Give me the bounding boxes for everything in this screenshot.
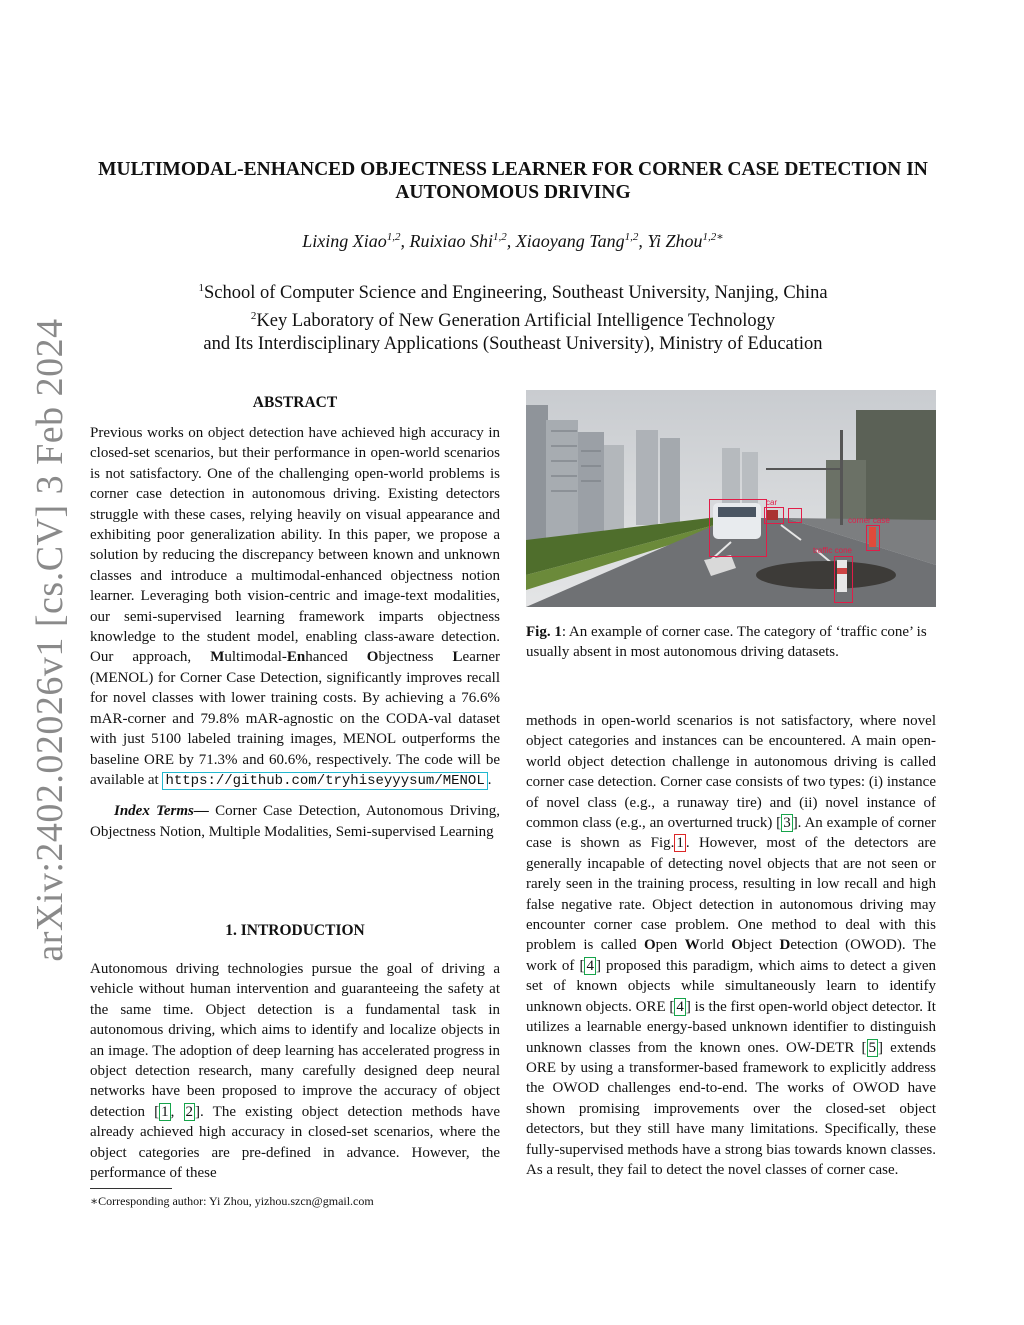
affiliations <box>90 277 936 356</box>
footnote: ∗Corresponding author: Yi Zhou, yizhou.szcn@gmail.com <box>90 1194 374 1208</box>
figure-1-image <box>526 390 936 607</box>
citation-link[interactable]: 4 <box>586 957 594 974</box>
bbox-label: corner case <box>848 516 890 525</box>
code-link[interactable]: https://github.com/tryhiseyyysum/MENOL <box>162 772 487 790</box>
index-terms: Index Terms— Corner Case Detection, Autonomous Driving, Objectness Notion, Multiple Modalities, Semi-supervised Learning <box>90 803 500 840</box>
intro-heading: 1. INTRODUCTION <box>225 922 365 939</box>
affiliation-2: $^2$Key Laboratory of New Generation Artificial Intelligence Technology <box>250 310 776 332</box>
citation-link[interactable]: 2 <box>185 1103 194 1120</box>
author: Lixing Xiao <box>302 231 387 251</box>
bbox-label: car <box>766 498 778 507</box>
citation-link[interactable]: 1 <box>161 1103 169 1120</box>
citation-link[interactable]: 3 <box>783 815 791 832</box>
bbox-label: traffic cone <box>813 546 852 555</box>
affiliation-3: and Its Interdisciplinary Applications (Southeast University), Ministry of Education <box>203 334 823 355</box>
author: Yi Zhou <box>647 231 703 251</box>
arxiv-id: arXiv:2402.02026v1 [cs.CV] 3 Feb 2024 <box>29 318 71 962</box>
intro-body: Autonomous driving technologies pursue the goal of driving a vehicle without human intervention and guaranteeing the safety at the same time. Object detection is a fundamental task in autonomous driving, which aims to identify and localize objects in an image. The adoption of deep learning has accelerated progress in object detection research, many carefully designed deep neural networks have been proposed to improve the accuracy of object detection [ 1 , 2 ]. The existing object detection methods have already achieved high accuracy in closed-set scenarios, where the object categories are pre-defined in advance. However, the performance of these <box>90 961 500 1182</box>
author: Xiaoyang Tang <box>515 231 625 251</box>
paper-title: MULTIMODAL-ENHANCED OBJECTNESS LEARNER FOR CORNER CASE DETECTION IN AUTONOMOUS DRIVING <box>98 159 928 203</box>
footnote-rule <box>90 1188 172 1189</box>
author-list: Lixing Xiao$^{1,2}$, Ruixiao Shi$^{1,2}$, Xiaoyang Tang$^{1,2}$, Yi Zhou$^{1,2∗}$ <box>302 231 724 251</box>
traffic-cone-bbox <box>834 556 853 603</box>
car-bbox <box>709 499 767 557</box>
affiliation-1: $^1$School of Computer Science and Engineering, Southeast University, Nanjing, China <box>198 282 828 304</box>
citation-link[interactable]: 5 <box>868 1039 876 1056</box>
abstract-body: Previous works on object detection have achieved high accuracy in closed-set scenarios, but their performance in open-world scenarios is not satisfactory. One of the challenging open-world problems is corner case detection in autonomous driving. Existing detectors struggle with these cases, relying heavily on visual appearance and exhibiting poor generalization ability. In this paper, we propose a solution by reducing the discrepancy between known and unknown classes and introduce a multimodal-enhanced objectness notion learner. Leveraging both vision-centric and image-text modalities, our semi-supervised learning framework imparts objectness knowledge to the student model, enabling class-aware detection. Our approach, Multimodal-Enhanced Objectness Learner (MENOL) for Corner Case Detection, significantly improves recall for novel classes with lower training costs. By achieving a 76.6% mAR-corner and 79.8% mAR-agnostic on the CODA-val dataset with just 5100 labeled training images, MENOL outperforms the baseline ORE by 71.3% and 60.6%, respectively. The code will be available at https://github.com/tryhiseyyysum/MENOL . Index Terms— Corner Case Detection, Autonomous Driving, Objectness Notion, Multiple Modalities, Semi-supervised Learning <box>90 423 500 842</box>
intro-body-continued: methods in open-world scenarios is not satisfactory, where novel object categories and instances can be encountered. A main open-world object detection challenge in autonomous driving is called corner case detection. Corner case consists of two types: (i) instance of novel class (e.g., a runaway tire) and (ii) novel instance of common class (e.g., an overturned truck) [ 3 ]. An example of corner case is shown as Fig. 1 . However, most of the detectors are generally incapable of detecting novel objects that are not seen or rarely seen in the training process, resulting in low recall and high false negative rate. Object detection in autonomous driving may encounter corner case problem. One method to deal with this problem is called Open World Object Detection (OWOD). The work of [ 4 ] proposed this paradigm, which aims to detect a given set of known objects while simultaneously learn to identify unknown objects. ORE [ 4 ] is the first open-world object detector. It utilizes a learnable energy-based unknown identifier to distinguish unknown classes from the known ones. OW-DETR [ 5 ] extends ORE by using a transformer-based framework to explicitly address the OWOD challenges end-to-end. The works of OWOD have shown promising improvements over the closed-set object detectors, but they still have many limitations. Specifically, these fully-supervised methods have a strong bias towards known classes. As a result, they fail to detect the novel classes of corner case. <box>526 713 937 1178</box>
corner-case-bbox <box>866 525 880 551</box>
car-bbox <box>788 508 802 523</box>
citation-link[interactable]: 4 <box>676 998 684 1015</box>
author: Ruixiao Shi <box>409 231 493 251</box>
abstract-heading: ABSTRACT <box>252 394 338 411</box>
car-bbox <box>764 507 784 524</box>
figure-ref-link[interactable]: 1 <box>676 835 684 852</box>
figure-1-caption: Fig. 1: An example of corner case. The category of ‘traffic cone’ is usually absent in most autonomous driving datasets. <box>526 624 927 660</box>
